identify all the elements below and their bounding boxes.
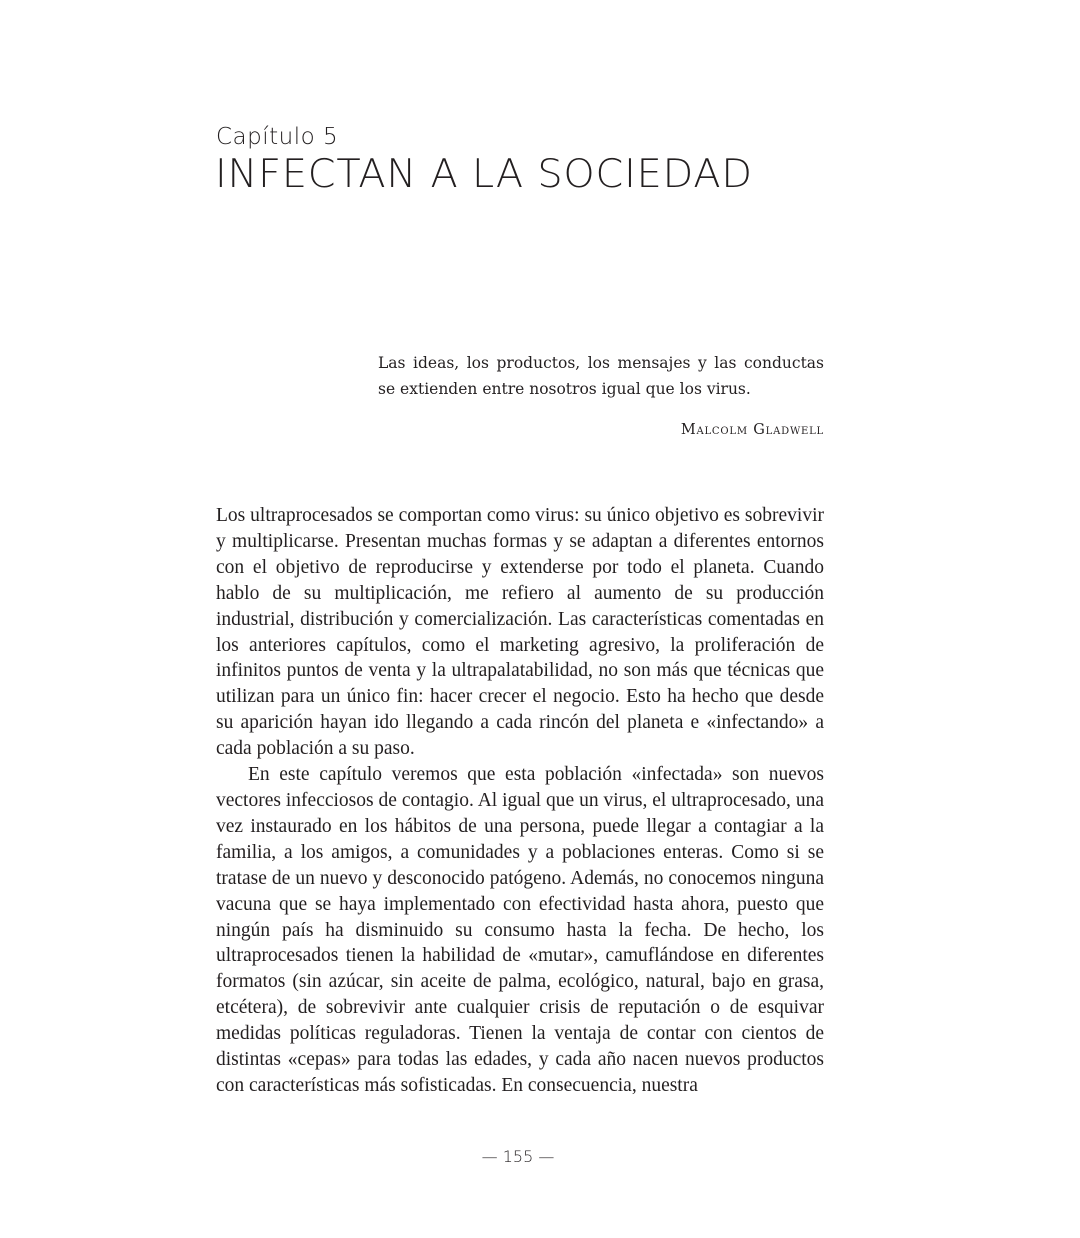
chapter-label: Capítulo 5 (216, 124, 339, 150)
body-paragraph-2: En este capítulo veremos que esta población «infectada» son nuevos vectores infecciosos de contagio. Al igual que un virus, el ultraprocesado, una vez instaurado en los hábitos de una persona, puede llegar a contagiar a la familia, a los amigos, a comunidades y a poblaciones enteras. Como si se tratase de un nuevo y desconocido patógeno. Además, no conocemos ninguna vacuna que se haya implementado con efectividad hasta ahora, puesto que ningún país ha disminuido su consumo hasta la fecha. De hecho, los ultraprocesados tienen la habilidad de «mutar», camuflándose en diferentes formatos (sin azúcar, sin aceite de palma, ecológico, natural, bajo en grasa, etcétera), de sobrevivir ante cualquier crisis de reputación o de esquivar medidas políticas reguladoras. Tienen la ventaja de contar con cientos de distintas «cepas» para todas las edades, y cada año nacen nuevos productos con características más sofisticadas. En consecuencia, nuestra (216, 764, 824, 1096)
epigraph-author: Malcolm Gladwell (680, 422, 824, 438)
body-text (216, 503, 824, 1099)
chapter-title: INFECTAN A LA SOCIEDAD (215, 152, 753, 197)
page-number: — 155 — (481, 1147, 555, 1166)
epigraph (378, 350, 824, 438)
epigraph-quote: Las ideas, los productos, los mensajes y las conductas se extienden entre nosotros igual que los virus. (378, 354, 824, 398)
body-paragraph-1: Los ultraprocesados se comportan como virus: su único objetivo es sobrevivir y multiplicarse. Presentan muchas formas y se adaptan a diferentes entornos con el objetivo de reproducirse y extenderse por todo el planeta. Cuando hablo de su multiplicación, me refiero al aumento de su producción industrial, distribución y comercialización. Las características comentadas en los anteriores capítulos, como el marketing agresivo, la proliferación de infinitos puntos de venta y la ultrapalatabilidad, no son más que técnicas que utilizan para un único fin: hacer crecer el negocio. Esto ha hecho que desde su aparición hayan ido llegando a cada rincón del planeta e «infectando» a cada población a su paso. (216, 505, 824, 760)
